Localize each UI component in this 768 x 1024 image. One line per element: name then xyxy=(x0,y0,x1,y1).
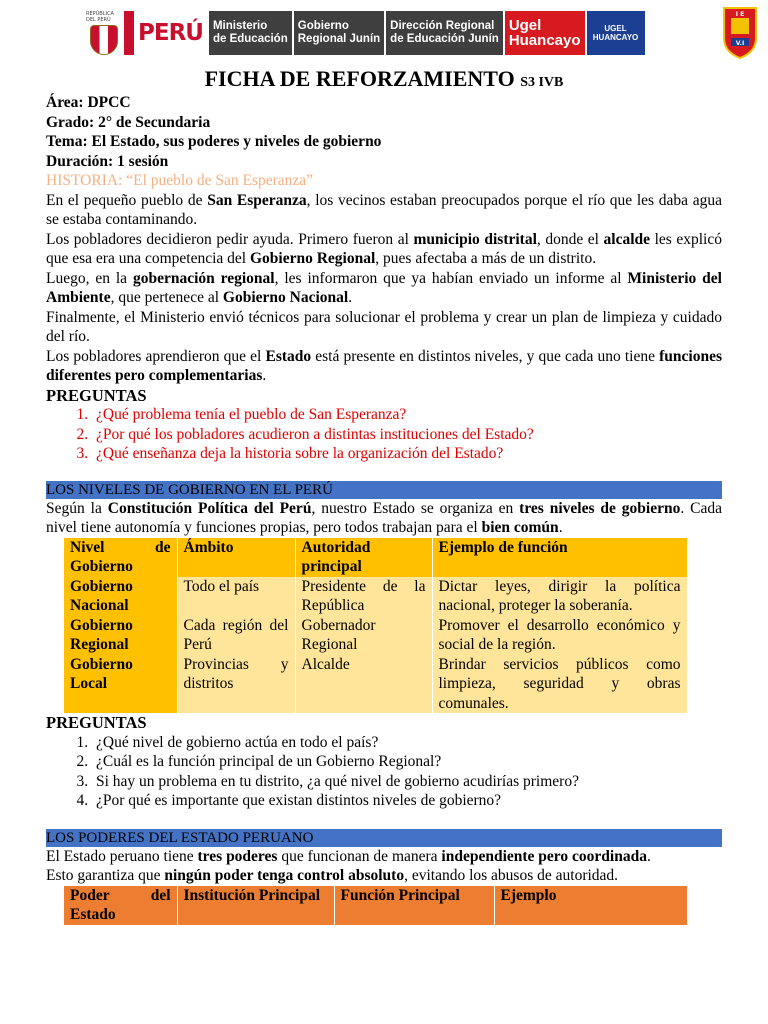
list-item: 3. ¿Qué enseñanza deja la historia sobre la organización del Estado? xyxy=(92,444,722,464)
questions-list-2 xyxy=(92,733,722,811)
list-item: 2. ¿Por qué los pobladores acudieron a distintas instituciones del Estado? xyxy=(92,425,722,445)
crest-top-text: I E xyxy=(735,11,745,18)
list-item: 1. ¿Qué nivel de gobierno actúa en todo el país? xyxy=(92,733,722,753)
table-header-cell: Nivel de Gobierno xyxy=(64,538,177,577)
meta-duracion: Duración: 1 sesión xyxy=(46,152,169,170)
table-header-cell: Función Principal xyxy=(334,886,494,925)
story-paragraph-5: Los pobladores aprendieron que el Estado está presente en distintos niveles, y que cada uno tiene funciones diferentes pero complementarias. xyxy=(46,347,722,384)
table-cell: Dictar leyes, dirigir la política nacional, proteger la soberanía. xyxy=(432,577,687,616)
flag-stripe-icon xyxy=(124,11,134,55)
page-title xyxy=(0,66,768,92)
seal-caption: REPÚBLICA DEL PERÚ xyxy=(86,11,114,23)
crest-bottom-text: V.I xyxy=(735,40,745,47)
document-body xyxy=(46,93,722,925)
niveles-table xyxy=(64,538,688,714)
list-item: 2. ¿Cuál es la función principal de un Gobierno Regional? xyxy=(92,752,722,772)
table-header-cell: Institución Principal xyxy=(177,886,334,925)
national-seal-logo xyxy=(86,11,122,55)
section-bar-niveles: LOS NIVELES DE GOBIERNO EN EL PERÚ xyxy=(46,481,722,499)
table-header-cell: Ámbito xyxy=(177,538,295,577)
table-cell: Gobernador Regional xyxy=(295,616,432,655)
table-cell: Cada región del Perú xyxy=(177,616,295,655)
questions-heading-2: PREGUNTAS xyxy=(46,713,147,732)
institution-minedu: Ministerio de Educación xyxy=(207,11,292,55)
title-main: FICHA DE REFORZAMIENTO xyxy=(204,66,515,91)
peru-brand xyxy=(124,11,207,55)
table-row xyxy=(64,655,687,714)
table-row xyxy=(64,577,687,616)
table-cell: Gobierno Regional xyxy=(64,616,177,655)
header-logo-strip xyxy=(86,8,686,58)
meta-tema: Tema: El Estado, sus poderes y niveles de gobierno xyxy=(46,133,382,150)
school-crest-icon xyxy=(720,4,760,60)
table-header-cell: Ejemplo de función xyxy=(432,538,687,577)
table-cell: Provincias y distritos xyxy=(177,655,295,714)
list-item: 4. ¿Por qué es importante que existan distintos niveles de gobierno? xyxy=(92,791,722,811)
story-paragraph-3: Luego, en la gobernación regional, les informaron que ya habían enviado un informe al Ministerio del Ambiente, que pertenece al Gobierno Nacional. xyxy=(46,269,722,306)
meta-grado: Grado: 2° de Secundaria xyxy=(46,113,211,131)
meta-area: Área: DPCC xyxy=(46,94,131,111)
story-paragraph-1: En el pequeño pueblo de San Esperanza, los vecinos estaban preocupados porque el río que les daba agua se estaba contaminando. xyxy=(46,191,722,228)
table-header-cell: Ejemplo xyxy=(494,886,687,925)
table-cell: Brindar servicios públicos como limpieza, seguridad y obras comunales. xyxy=(432,655,687,714)
institution-dre-junin: Dirección Regional de Educación Junín xyxy=(384,11,503,55)
poderes-paragraph-1: El Estado peruano tiene tres poderes que funcionan de manera independiente pero coordinada. xyxy=(46,847,651,865)
ugel-huancayo-logo: UGEL HUANCAYO xyxy=(585,11,645,55)
list-item: 3. Si hay un problema en tu distrito, ¿a qué nivel de gobierno acudirías primero? xyxy=(92,772,722,792)
peru-wordmark: PERÚ xyxy=(138,20,203,46)
poderes-table xyxy=(64,886,688,925)
institution-ugel: Ugel Huancayo xyxy=(503,11,585,55)
school-crest-logo xyxy=(720,4,760,60)
historia-title: HISTORIA: “El pueblo de San Esperanza” xyxy=(46,172,314,189)
questions-heading-1: PREGUNTAS xyxy=(46,385,147,405)
table-cell: Alcalde xyxy=(295,655,432,714)
table-cell: Presidente de la República xyxy=(295,577,432,616)
section-bar-poderes: LOS PODERES DEL ESTADO PERUANO xyxy=(46,829,722,847)
table-row xyxy=(64,616,687,655)
list-item: 1. ¿Qué problema tenía el pueblo de San Esperanza? xyxy=(92,405,722,425)
table-cell: Promover el desarrollo económico y social de la región. xyxy=(432,616,687,655)
table-header-row xyxy=(64,538,687,577)
seal-shield-icon xyxy=(90,25,118,55)
story-paragraph-4: Finalmente, el Ministerio envió técnicos para solucionar el problema y crear un plan de limpieza y cuidado del río. xyxy=(46,308,722,345)
table-cell: Gobierno Nacional xyxy=(64,577,177,616)
institution-gobierno-regional: Gobierno Regional Junín xyxy=(292,11,384,55)
niveles-paragraph: Según la Constitución Política del Perú, nuestro Estado se organiza en tres niveles de gobierno. Cada nivel tiene autonomía y funciones propias, pero todos trabajan para el bien común. xyxy=(46,499,722,536)
table-header-cell: Autoridad principal xyxy=(295,538,432,577)
title-code: S3 IVB xyxy=(520,75,564,90)
questions-list-1 xyxy=(92,405,722,464)
table-header-cell: Poder del Estado xyxy=(64,886,177,925)
poderes-paragraph-2: Esto garantiza que ningún poder tenga control absoluto, evitando los abusos de autoridad. xyxy=(46,867,619,884)
story-paragraph-2: Los pobladores decidieron pedir ayuda. Primero fueron al municipio distrital, donde el alcalde les explicó que esa era una competencia del Gobierno Regional, pues afectaba a más de un distrito. xyxy=(46,230,722,267)
table-cell: Gobierno Local xyxy=(64,655,177,714)
table-cell: Todo el país xyxy=(177,577,295,616)
table-header-row xyxy=(64,886,687,925)
